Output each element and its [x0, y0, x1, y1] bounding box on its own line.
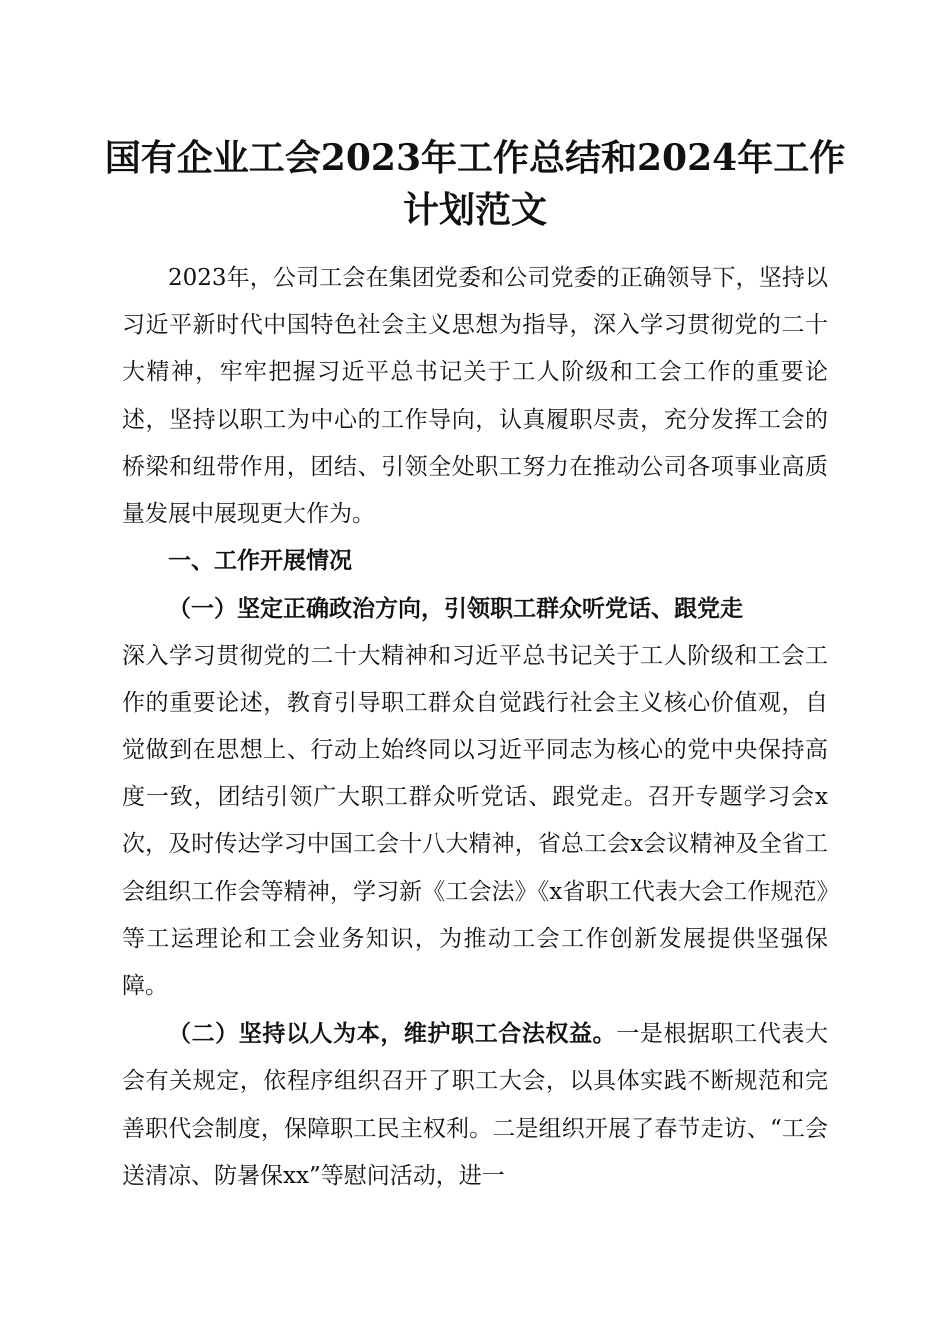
document-title	[100, 132, 850, 236]
subsection-1-title: （一）坚定正确政治方向，引领职工群众听党话、跟党走	[168, 595, 743, 623]
intro-paragraph: 2023年，公司工会在集团党委和公司党委的正确领导下，坚持以习近平新时代中国特色社会主义思想为指导，深入学习贯彻党的二十大精神，牢牢把握习近平总书记关于工人阶级和工会工作的重要论述，坚持以职工为中心的工作导向，认真履职尽责，充分发挥工会的桥梁和纽带作用，团结、引领全处职工努力在推动公司各项事业高质量发展中展现更大作为。	[122, 265, 828, 528]
document-body	[122, 255, 828, 1200]
subsection-2-paragraph	[122, 1010, 828, 1200]
title-line-1: 国有企业工会2023年工作总结和2024年工作	[104, 137, 846, 179]
subsection-1-body: 深入学习贯彻党的二十大精神和习近平总书记关于工人阶级和工会工作的重要论述，教育引导职工群众自觉践行社会主义核心价值观，自觉做到在思想上、行动上始终同以习近平同志为核心的党中央保持高度一致，团结引领广大职工群众听党话、跟党走。召开专题学习会x次，及时传达学习中国工会十八大精神，省总工会x会议精神及全省工会组织工作会等精神，学习新《工会法》《x省职工代表大会工作规范》等工运理论和工会业务知识，为推动工会工作创新发展提供坚强保障。	[122, 642, 828, 1000]
subsection-2-title: （二）坚持以人为本，维护职工合法权益。	[168, 1020, 617, 1048]
subsection-2-body: 一是根据职工代表大会有关规定，依程序组织召开了职工大会，以具体实践不断规范和完善职代会制度，保障职工民主权利。二是组织开展了春节走访、“工会送清凉、防暑保xx”等慰问活动，进一	[122, 1021, 829, 1189]
section-1-heading: 一、工作开展情况	[168, 548, 352, 575]
title-line-2: 计划范文	[402, 189, 547, 231]
